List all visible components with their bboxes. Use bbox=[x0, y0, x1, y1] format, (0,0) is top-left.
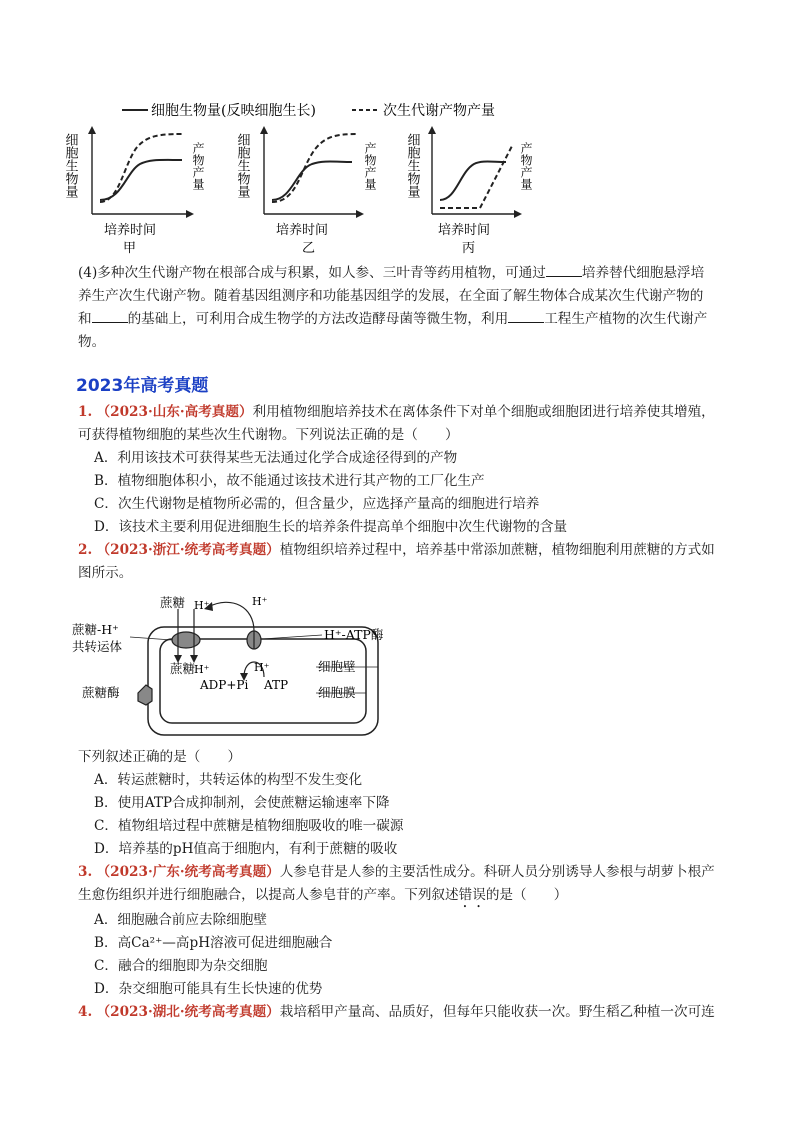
panel-jia-dashed-curve bbox=[100, 134, 182, 202]
label-h-top: H⁺ bbox=[194, 599, 210, 612]
label-h-in-right: H⁺ bbox=[254, 661, 270, 674]
panel-jia-ylabel-right: 产物产量 bbox=[191, 142, 205, 190]
panel-jia bbox=[63, 126, 206, 256]
panel-jia-xlabel: 培养时间 bbox=[104, 223, 157, 238]
label-adp: ADP+Pi bbox=[200, 678, 249, 692]
panel-yi-label: 乙 bbox=[302, 241, 316, 256]
q4-part-line-1: (4)多种次生代谢产物在根部合成与积累，如人参、三叶青等药用植物，可通过 培养替代细胞悬浮培 bbox=[78, 262, 704, 284]
label-h-top-right: H⁺ bbox=[252, 595, 268, 608]
sucrose-transport-svg bbox=[72, 585, 412, 745]
panel-jia-label: 甲 bbox=[123, 241, 137, 256]
q1-stem-line-1: 1. （2023·山东·高考真题）利用植物细胞培养技术在离体条件下对单个细胞或细胞团进行培养使其增殖， bbox=[78, 404, 715, 420]
panel-jia-solid-curve bbox=[100, 160, 182, 200]
q2-option-b: B．使用ATP合成抑制剂，会使蔗糖运输速率下降 bbox=[94, 795, 390, 811]
panel-bing-xlabel: 培养时间 bbox=[438, 223, 491, 238]
q3-stem-line-1: 3. （2023·广东·统考高考真题）人参皂苷是人参的主要活性成分。科研人员分别诱导人参根与胡萝卜根产 bbox=[78, 864, 715, 880]
q1-option-b: B．植物细胞体积小，故不能通过该技术进行其产物的工厂化生产 bbox=[94, 473, 485, 489]
label-atpase: H⁺-ATP酶 bbox=[324, 627, 384, 642]
cotransporter-shape bbox=[172, 632, 200, 648]
sucrose-transport-diagram bbox=[72, 585, 412, 745]
label-atp: ATP bbox=[264, 678, 289, 692]
label-cotransporter-2: 共转运体 bbox=[72, 639, 123, 654]
section-title: 2023年高考真题 bbox=[76, 376, 209, 396]
q1-option-d: D．该技术主要利用促进细胞生长的培养条件提高单个细胞中次生代谢物的含量 bbox=[94, 519, 568, 535]
blank-1 bbox=[546, 262, 582, 277]
panel-yi-solid-curve bbox=[272, 162, 352, 201]
panel-jia-ylabel-left: 细胞生物量 bbox=[62, 133, 78, 198]
blank-3 bbox=[508, 308, 544, 323]
panel-bing-ylabel-left: 细胞生物量 bbox=[404, 133, 420, 198]
panel-bing bbox=[405, 126, 534, 256]
q1-option-c: C．次生代谢物是植物所必需的，但含量少，应选择产量高的细胞进行培养 bbox=[94, 496, 540, 512]
q1-option-a: A．利用该技术可获得某些无法通过化学合成途径得到的产物 bbox=[94, 450, 458, 466]
panel-bing-label: 丙 bbox=[462, 241, 476, 256]
label-sucrase: 蔗糖酶 bbox=[82, 685, 120, 700]
q2-option-d: D．培养基的pH值高于细胞内，有利于蔗糖的吸收 bbox=[94, 841, 398, 857]
q4-stem-line-1: 4. （2023·湖北·统考高考真题）栽培稻甲产量高、品质好，但每年只能收获一次。野生稻乙种植一次可连 bbox=[78, 1004, 715, 1020]
q4-part-line-3: 和 的基础上，可利用合成生物学的方法改造酵母菌等微生物，利用 工程生产植物的次生代谢产 bbox=[78, 308, 707, 330]
growth-curves-svg bbox=[60, 96, 533, 256]
panel-yi-ylabel-right: 产物产量 bbox=[363, 142, 377, 190]
q2-source: （2023·浙江·统考高考真题） bbox=[96, 542, 280, 558]
q2-stem-line-3: 下列叙述正确的是（ ） bbox=[78, 749, 242, 765]
q3-source: （2023·广东·统考高考真题） bbox=[96, 864, 280, 880]
q2-option-a: A．转运蔗糖时，共转运体的构型不发生变化 bbox=[94, 772, 363, 788]
panel-yi-dashed-curve bbox=[272, 134, 356, 202]
sucrase-shape bbox=[138, 685, 152, 705]
q3-emphasis-wrong: 错误 bbox=[458, 887, 486, 903]
q1-source: （2023·山东·高考真题） bbox=[96, 404, 253, 420]
label-membrane: 细胞膜 bbox=[318, 685, 356, 700]
blank-2 bbox=[92, 308, 128, 323]
q2-stem-line-2: 图所示。 bbox=[78, 565, 133, 581]
label-sucrose-in: 蔗糖 bbox=[170, 661, 196, 676]
q3-option-b: B．高Ca²⁺—高pH溶液可促进细胞融合 bbox=[94, 935, 333, 951]
label-h-in: H⁺ bbox=[194, 663, 210, 676]
panel-yi-ylabel-left: 细胞生物量 bbox=[234, 133, 250, 198]
q3-option-d: D．杂交细胞可能具有生长快速的优势 bbox=[94, 981, 323, 997]
cell-membrane bbox=[160, 639, 366, 723]
label-cotransporter-1: 蔗糖-H⁺ bbox=[72, 622, 119, 637]
q1-stem-line-2: 可获得植物细胞的某些次生代谢物。下列说法正确的是（ ） bbox=[78, 427, 459, 443]
panel-yi bbox=[235, 126, 378, 256]
panel-bing-ylabel-right: 产物产量 bbox=[519, 142, 533, 190]
q4-part-line-2: 养生产次生代谢产物。随着基因组测序和功能基因组学的发展，在全面了解生物体合成某次生代谢产物的 bbox=[78, 288, 704, 304]
q2-option-c: C．植物组培过程中蔗糖是植物细胞吸收的唯一碳源 bbox=[94, 818, 404, 834]
q4-part-line-4: 物。 bbox=[78, 334, 106, 350]
panel-bing-dashed-curve bbox=[440, 146, 512, 208]
growth-curves-figure bbox=[60, 96, 533, 256]
label-cell-wall: 细胞壁 bbox=[318, 659, 356, 674]
panel-bing-solid-curve bbox=[440, 162, 506, 201]
legend-dashed-label: 次生代谢产物产量 bbox=[383, 103, 495, 119]
panel-yi-xlabel: 培养时间 bbox=[276, 223, 329, 238]
legend-solid-label: 细胞生物量(反映细胞生长) bbox=[151, 103, 316, 119]
q3-stem-line-2: 生愈伤组织并进行细胞融合，以提高人参皂苷的产率。下列叙述错误的是（ ） bbox=[78, 887, 568, 903]
q2-stem-line-1: 2. （2023·浙江·统考高考真题）植物组织培养过程中，培养基中常添加蔗糖，植物细胞利用蔗糖的方式如 bbox=[78, 542, 715, 558]
q3-option-a: A．细胞融合前应去除细胞壁 bbox=[94, 912, 267, 928]
label-sucrose-top: 蔗糖 bbox=[160, 595, 186, 610]
q4-source: （2023·湖北·统考高考真题） bbox=[96, 1004, 280, 1020]
q3-option-c: C．融合的细胞即为杂交细胞 bbox=[94, 958, 268, 974]
